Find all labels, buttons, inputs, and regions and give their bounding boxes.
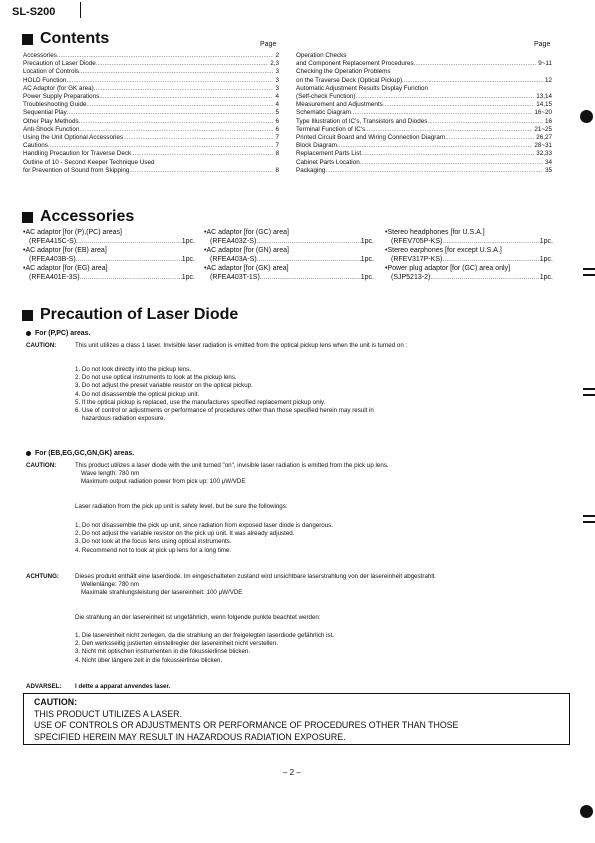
toc-page: 8: [275, 166, 279, 174]
accessory-part-row: [204, 273, 374, 282]
toc-label: Measurement and Adjustments: [296, 101, 383, 109]
contents-page-label-left: Page: [260, 41, 277, 48]
toc-leader: [57, 52, 274, 60]
toc-row: [296, 167, 552, 175]
accessory-part: (RFEA403A-S): [210, 256, 257, 263]
caution1-text: This unit utilizes a class 1 laser. Invisible laser radiation is emitted from the optical pickup lens when the unit is turned on :: [75, 342, 408, 349]
caution-box-line: THIS PRODUCT UTILIZES A LASER.: [34, 708, 182, 719]
toc-row: [23, 159, 279, 167]
toc-page: 6: [275, 117, 279, 125]
toc-page: 34: [544, 158, 552, 166]
accessory-qty: 1pc.: [181, 238, 195, 245]
accessory-name: •AC adaptor [for (GC) area]: [204, 229, 289, 236]
achtung-list-item: 1. Die lasereinheit nicht zerlegen, da die strahlung an der freigelegten laserdiode gefährlich ist.: [75, 632, 335, 639]
advarsel-text: I dette a apparat anvendes laser.: [75, 683, 171, 690]
section-square-icon: [22, 34, 33, 45]
toc-page: 12: [544, 76, 552, 84]
toc-page: 16: [544, 117, 552, 125]
caution-box-line: SPECIFIED HEREIN MAY RESULT IN HAZARDOUS RADIATION EXPOSURE.: [34, 731, 346, 742]
toc-label: Printed Circuit Board and Wiring Connection Diagram: [296, 134, 446, 142]
toc-leader: [79, 68, 273, 76]
toc-leader: [131, 150, 273, 158]
toc-page: 13,14: [536, 93, 552, 101]
caution2-note: Laser radiation from the pick up unit is safety level, but be sure the followings:: [75, 503, 288, 510]
toc-label: Operation Checks: [296, 52, 347, 59]
contents-title: Contents: [40, 30, 110, 47]
caution2-label: CAUTION:: [26, 462, 57, 469]
margin-tick: [583, 274, 595, 276]
toc-row: [296, 93, 552, 101]
toc-label: and Component Replacement Procedures: [296, 60, 414, 68]
section-square-icon: [22, 212, 33, 223]
caution2-line: Wave length: 780 nm: [81, 470, 140, 478]
accessory-name: •AC adaptor [for (EB) area]: [23, 247, 107, 254]
toc-label: HOLD Function: [23, 76, 67, 84]
accessory-part: (RFEV317P-KS): [391, 256, 443, 263]
toc-row: [23, 142, 279, 150]
toc-label: Using the Unit Optional Accessories: [23, 134, 124, 142]
toc-label: Handling Precaution for Traverse Deck: [23, 150, 132, 158]
caution-box: [23, 693, 570, 745]
achtung-list-item: 2. Den werksseitig justierten einstellregler der lasereinheit nicht verstellen.: [75, 640, 278, 648]
toc-label: for Prevention of Sound from Skipping: [23, 166, 130, 174]
toc-row: [296, 118, 552, 126]
toc-page: 3: [275, 84, 279, 92]
section-square-icon: [22, 310, 33, 321]
achtung-line: Dieses produkt enthält eine laserdiode. Im eingeschalteten zustand wird unsichtbare laserstrahlung von der lasereinheit abgestrahlt.: [75, 573, 437, 580]
toc-page: 6: [275, 125, 279, 133]
toc-leader: [67, 109, 274, 117]
accessory-part: (RFEV705P-KS): [391, 238, 443, 245]
accessory-part-row: [385, 273, 553, 282]
toc-label: Automatic Adjustment Results Display Function: [296, 84, 428, 92]
advarsel-label: ADVARSEL:: [26, 683, 62, 690]
accessories-title: Accessories: [40, 208, 135, 225]
toc-row: [296, 150, 552, 158]
toc-label: Anti-Shock Function: [23, 125, 80, 133]
toc-leader: [96, 60, 268, 68]
toc-label: Precaution of Laser Diode: [23, 60, 96, 68]
subheading-eu-areas: For (EB,EG,GC,GN,GK) areas.: [26, 450, 134, 457]
toc-leader: [445, 134, 534, 142]
achtung-list: [75, 632, 555, 665]
toc-label: AC Adaptor (for GK area): [23, 84, 94, 92]
caution2-list-item: 4. Recommend not to look at pick up lens for a long time.: [75, 546, 232, 554]
achtung-list-item: 4. Nicht über längere zeit in die fokussierlinse blicken.: [75, 656, 223, 664]
margin-tick: [583, 521, 595, 523]
toc-leader: [129, 167, 273, 175]
accessory-part-row: [385, 255, 553, 264]
bullet-icon: [26, 331, 31, 336]
toc-label: Sequential Play: [23, 109, 67, 117]
toc-page: 32,33: [536, 150, 552, 158]
caution1-label: CAUTION:: [26, 342, 57, 349]
toc-leader: [337, 142, 532, 150]
punch-hole-mark: [580, 110, 593, 123]
accessory-leader: [442, 237, 539, 246]
caution2-line: Maximum output radiation power from pick up: 100 μW/VDE: [81, 478, 246, 486]
toc-leader: [123, 134, 273, 142]
accessory-leader: [256, 237, 360, 246]
toc-row: [23, 118, 279, 126]
accessory-qty: 1pc.: [360, 238, 374, 245]
caution2-list-item: 2. Do not adjust the variable resistor on the pick up unit. It was already adjusted.: [75, 530, 295, 538]
accessory-leader: [260, 273, 361, 282]
toc-leader: [325, 167, 543, 175]
toc-row: [296, 142, 552, 150]
toc-row: [23, 150, 279, 158]
accessory-leader: [442, 255, 539, 264]
accessory-part: (RFEA403T-1S): [210, 274, 260, 281]
toc-leader: [48, 142, 274, 150]
toc-row: [23, 93, 279, 101]
achtung-line: Wellenlänge: 780 nm: [81, 581, 140, 589]
toc-row: [23, 68, 279, 76]
achtung-list-item: 3. Nicht mit optischen instrumenten in die fokussierlinse blicken.: [75, 648, 251, 656]
toc-label: Packaging: [296, 166, 326, 174]
toc-page: 14,15: [536, 101, 552, 109]
accessory-leader: [80, 273, 182, 282]
toc-row: [296, 77, 552, 85]
toc-row: [23, 101, 279, 109]
model-number: SL-S200: [12, 6, 56, 18]
toc-label: (Self-check Function): [296, 93, 356, 101]
achtung-label: ACHTUNG:: [26, 573, 59, 580]
toc-leader: [356, 93, 535, 101]
toc-label: Power Supply Preparations: [23, 93, 100, 101]
toc-page: 4: [275, 93, 279, 101]
toc-row: [23, 134, 279, 142]
toc-leader: [99, 93, 273, 101]
bullet-icon: [26, 451, 31, 456]
toc-row: [296, 159, 552, 167]
accessory-part-row: [23, 237, 195, 246]
toc-label: Type Illustration of IC's, Transistors and Diodes: [296, 117, 428, 125]
caution1-list-item: 1. Do not look directly into the pickup lens.: [75, 366, 191, 373]
subheading-p-pc: For (P,PC) areas.: [26, 330, 91, 337]
page-number: – 2 –: [283, 768, 301, 777]
toc-leader: [79, 126, 273, 134]
margin-tick: [583, 515, 595, 517]
achtung-line: Maximale strahlungsleistung der lasereinheit: 100 μW/VDE: [81, 589, 243, 597]
accessory-name: •Stereo earphones [for except U.S.A.]: [385, 247, 502, 254]
caution1-list-item: 6. Use of control or adjustments or performance of procedures other than those specified herein may result in: [75, 407, 374, 415]
toc-row: [296, 52, 552, 60]
accessory-leader: [430, 273, 539, 282]
toc-row: [23, 85, 279, 93]
toc-row: [296, 134, 552, 142]
achtung-text: [75, 573, 575, 598]
accessory-part-row: [204, 237, 374, 246]
toc-label: Schematic Diagram: [296, 109, 351, 117]
toc-label: Cabinet Parts Location: [296, 158, 360, 166]
accessory-qty: 1pc.: [181, 256, 195, 263]
toc-leader: [66, 77, 273, 85]
toc-label: Other Play Methods: [23, 117, 79, 125]
caution-box-line: USE OF CONTROLS OR ADJUSTMENTS OR PERFORMANCE OF PROCEDURES OTHER THAN THOSE: [34, 720, 459, 730]
toc-row: [296, 109, 552, 117]
accessory-name: •AC adaptor [for (GK) area]: [204, 265, 289, 272]
header-divider: [80, 2, 81, 18]
toc-page: 2: [275, 52, 279, 59]
toc-label: Accessories: [23, 52, 57, 59]
toc-page: 3: [275, 68, 279, 76]
contents-list-right: [296, 52, 552, 175]
accessory-part: (SJP5213-2): [391, 274, 431, 281]
toc-page: 3: [275, 76, 279, 84]
toc-label: on the Traverse Deck (Optical Pickup): [296, 76, 403, 84]
caution-box-heading: CAUTION:: [34, 697, 78, 707]
caution2-list-item: 3. Do not look at the focus lens using optical instruments.: [75, 538, 232, 546]
accessories-column-1: [23, 228, 195, 282]
accessory-part: (RFEA403Z-S): [210, 238, 257, 245]
toc-page: 9~11: [538, 60, 552, 68]
toc-row: [296, 60, 552, 68]
caution1-list: [75, 366, 555, 423]
accessory-name: •Power plug adaptor [for (GC) area only]: [385, 265, 511, 272]
achtung-note: Die strahlung an der lasereinheit ist ungefährlich, wenn folgende punkte beachtet werden:: [75, 614, 321, 621]
toc-row: [296, 101, 552, 109]
accessory-name: •AC adaptor [for (P),(PC) areas]: [23, 229, 122, 236]
margin-tick: [583, 268, 595, 270]
caution2-list-item: 1. Do not disassemble the pick up unit, since radiation from exposed laser diode is dangerous.: [75, 522, 333, 529]
accessory-part-row: [204, 255, 374, 264]
toc-row: [23, 109, 279, 117]
contents-page-label-right: Page: [534, 41, 551, 48]
accessory-part: (RFEA415C-S): [29, 238, 77, 245]
contents-list-left: [23, 52, 279, 175]
accessory-qty: 1pc.: [539, 238, 553, 245]
caution1-list-item: 3. Do not adjust the preset variable resistor on the optical pickup.: [75, 382, 253, 390]
toc-leader: [365, 126, 532, 134]
toc-label: Checking the Operation Problems: [296, 68, 391, 76]
accessory-part-row: [385, 237, 553, 246]
accessories-heading: [22, 208, 134, 226]
caution2-list: [75, 522, 555, 555]
toc-page: 16~20: [534, 109, 552, 117]
toc-page: 21~25: [534, 125, 552, 133]
laser-title: Precaution of Laser Diode: [40, 306, 239, 323]
toc-label: Replacement Parts List: [296, 150, 362, 158]
toc-leader: [361, 150, 534, 158]
toc-label: Terminal Function of IC's: [296, 125, 366, 133]
toc-label: Outline of 10 - Second Keeper Technique Used: [23, 158, 155, 166]
accessory-qty: 1pc.: [539, 274, 553, 281]
accessory-part-row: [23, 255, 195, 264]
toc-leader: [94, 85, 274, 93]
toc-page: 26,27: [536, 134, 552, 142]
accessory-name: •AC adaptor [for (EG) area]: [23, 265, 108, 272]
accessories-column-2: [204, 228, 374, 282]
accessory-qty: 1pc.: [360, 256, 374, 263]
accessory-name: •AC adaptor [for (GN) area]: [204, 247, 289, 254]
toc-leader: [383, 101, 534, 109]
toc-leader: [351, 109, 532, 117]
accessory-part: (RFEA401E-3S): [29, 274, 80, 281]
caution2-text: [75, 462, 575, 487]
toc-page: 7: [275, 134, 279, 142]
toc-row: [23, 60, 279, 68]
toc-label: Cautions: [23, 142, 48, 150]
toc-leader: [360, 159, 543, 167]
toc-page: 4: [275, 101, 279, 109]
accessory-name: •Stereo headphones [for U.S.A.]: [385, 229, 485, 236]
accessory-part-row: [23, 273, 195, 282]
caution1-list-item: hazardous radiation exposure.: [75, 415, 166, 423]
toc-label: Troubleshooting Guide: [23, 101, 87, 109]
toc-leader: [414, 60, 537, 68]
accessories-column-3: [385, 228, 553, 282]
toc-leader: [427, 118, 543, 126]
toc-row: [23, 52, 279, 60]
margin-tick: [583, 388, 595, 390]
toc-row: [23, 126, 279, 134]
caution1-list-item: 5. If the optical pickup is replaced, use the manufactures specified replacement pickup only.: [75, 398, 326, 406]
margin-tick: [583, 394, 595, 396]
accessory-leader: [257, 255, 361, 264]
toc-row: [23, 77, 279, 85]
toc-page: 2,3: [270, 60, 279, 68]
toc-row: [23, 167, 279, 175]
punch-hole-mark: [580, 805, 593, 818]
caution1-list-item: 4. Do not disassemble the optical pickup unit.: [75, 390, 200, 398]
toc-row: [296, 68, 552, 76]
caution1-list-item: 2. Do not use optical instruments to look at the pickup lens.: [75, 374, 237, 382]
accessory-leader: [76, 237, 182, 246]
toc-leader: [402, 77, 543, 85]
toc-row: [296, 85, 552, 93]
toc-page: 35: [544, 166, 552, 174]
laser-heading: [22, 306, 238, 324]
toc-leader: [79, 118, 274, 126]
accessory-qty: 1pc.: [181, 274, 195, 281]
accessory-leader: [76, 255, 182, 264]
accessory-qty: 1pc.: [539, 256, 553, 263]
caution2-line: This product utilizes a laser diode with the unit turned "on", invisible laser radiation is emitted from the pick up lens.: [75, 462, 389, 469]
toc-label: Location of Controls: [23, 68, 80, 76]
accessory-part: (RFEA403B-S): [29, 256, 76, 263]
toc-page: 28~31: [534, 142, 552, 150]
accessory-qty: 1pc.: [360, 274, 374, 281]
toc-label: Block Diagram: [296, 142, 337, 150]
toc-row: [296, 126, 552, 134]
toc-leader: [86, 101, 273, 109]
toc-page: 5: [275, 109, 279, 117]
toc-page: 7: [275, 142, 279, 150]
toc-page: 8: [275, 150, 279, 158]
contents-heading: [22, 30, 109, 48]
